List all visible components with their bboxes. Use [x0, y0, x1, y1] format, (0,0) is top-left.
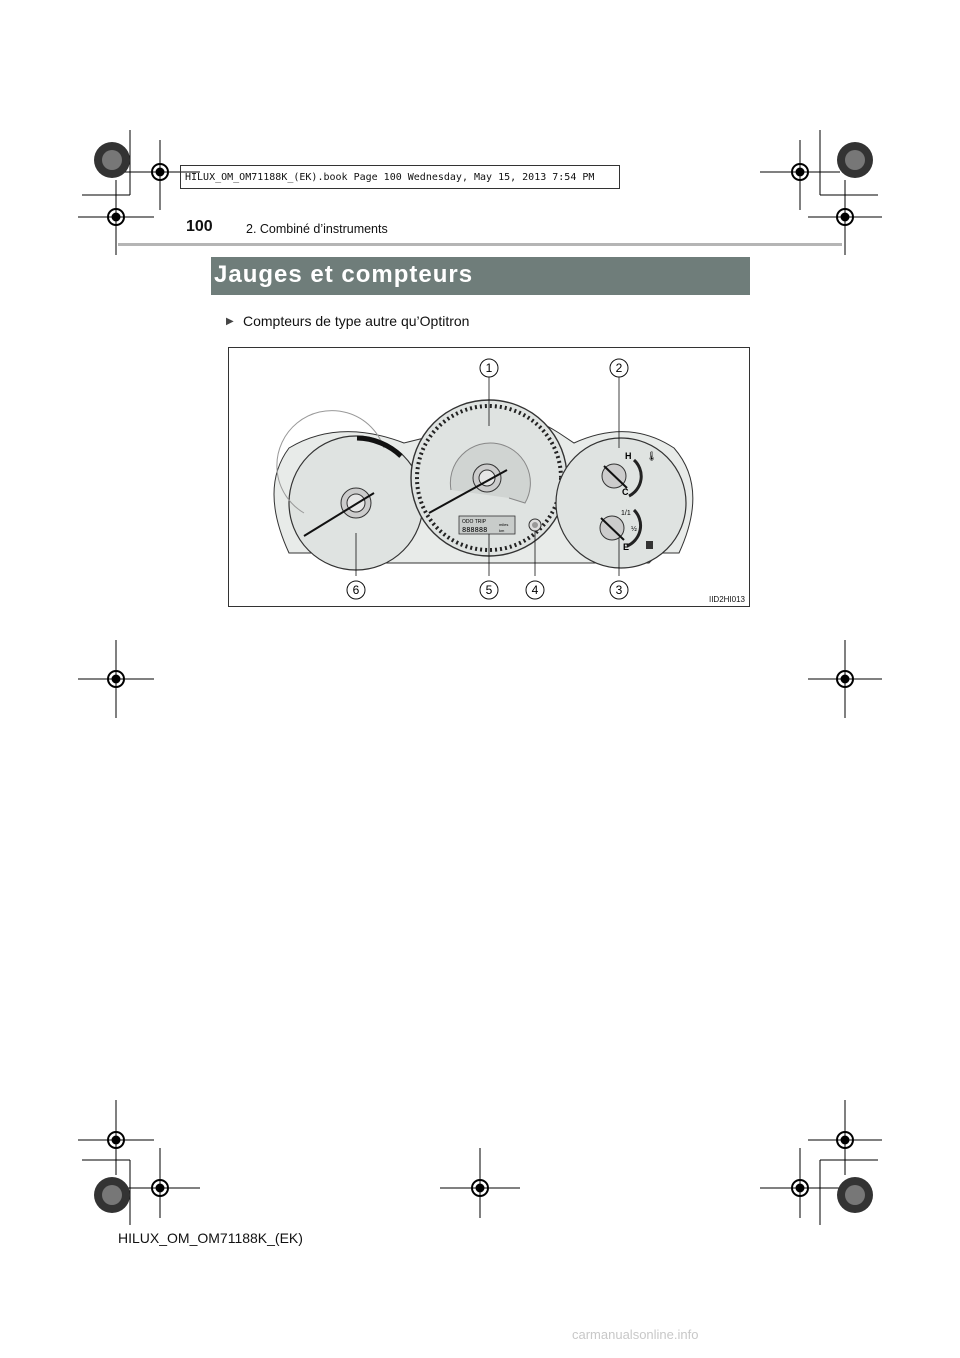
callout-6: 6	[352, 583, 360, 597]
bullet-icon: ▶	[226, 316, 234, 327]
print-header: HILUX_OM_OM71188K_(EK).book Page 100 Wednesday, May 15, 2013 7:54 PM	[180, 165, 620, 189]
header-rule	[118, 243, 842, 246]
callout-2: 2	[615, 361, 623, 375]
callout-1: 1	[485, 361, 493, 375]
cluster-illustration	[229, 348, 749, 606]
fuel-pump-icon	[646, 541, 653, 549]
callout-5: 5	[485, 583, 493, 597]
temp-symbol-icon: 🌡	[646, 452, 658, 462]
temp-high-label: H	[625, 451, 632, 461]
section-title: Jauges et compteurs	[214, 261, 474, 288]
figure-code: IID2HI013	[708, 595, 745, 604]
right-gauge-dial	[556, 438, 686, 568]
display-km-label: km	[499, 528, 505, 533]
display-mode-label: ODO TRIP	[462, 519, 487, 525]
fuel-full-label: 1/1	[621, 510, 631, 517]
callout-4: 4	[531, 583, 539, 597]
fuel-half-label: ½	[631, 526, 637, 533]
callout-3: 3	[615, 583, 623, 597]
watermark: carmanualsonline.info	[572, 1327, 699, 1342]
temp-cold-label: C	[622, 487, 629, 497]
footer-code: HILUX_OM_OM71188K_(EK)	[118, 1230, 303, 1246]
instrument-cluster-figure	[228, 347, 750, 607]
fuel-empty-label: E	[623, 542, 630, 552]
chapter-title: 2. Combiné d’instruments	[246, 222, 388, 236]
display-digits: 888888	[462, 526, 488, 534]
subtitle: Compteurs de type autre qu’Optitron	[243, 313, 470, 329]
trip-reset-knob-center	[532, 522, 538, 528]
page-number: 100	[186, 218, 213, 235]
display-miles-label: miles	[499, 522, 509, 527]
